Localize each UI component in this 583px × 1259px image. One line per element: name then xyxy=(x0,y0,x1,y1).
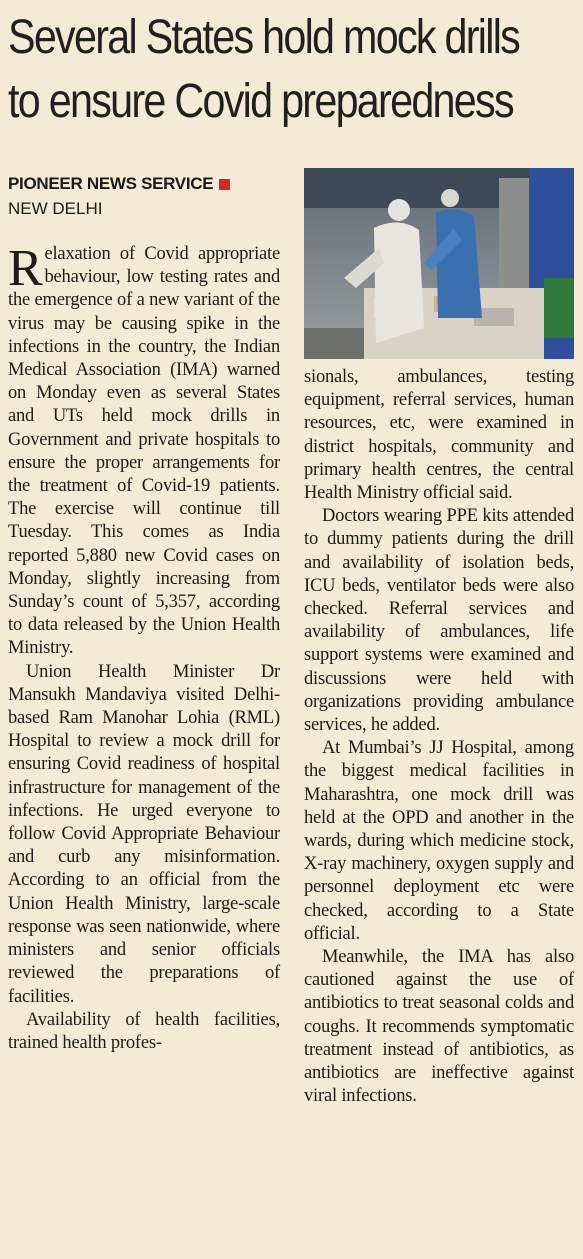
headline-line-2: to ensure Covid preparedness xyxy=(8,75,513,128)
article-paragraph: Doctors wearing PPE kits attended to dummy patients during the drill and availability of isolation beds, ICU beds, ventilator beds were also checked. Referral services and availability of ambulances, life support systems were examined and discussions were held with organizations providing ambulance services, he added. xyxy=(304,506,574,736)
article-column-right xyxy=(304,366,574,1109)
article-column-left xyxy=(8,240,280,1055)
article-paragraph: Availability of health facilities, trained health profes- xyxy=(8,1009,280,1053)
byline-text: PIONEER NEWS SERVICE xyxy=(8,174,214,193)
byline xyxy=(8,174,230,194)
paragraph-text: elaxation of Covid appropriate behaviour, low testing rates and the emergence of a new variant of the virus may be causing spike in the infections in the country, the Indian Medical Association (IMA) warned on Monday even as several States and UTs held mock drills in Government and private hospitals to ensure the proper arrangements for the treatment of Covid-19 patients. The exercise will continue till Tuesday. This comes as India reported 5,880 new Covid cases on Monday, slightly increasing from Sunday’s count of 5,357, according to data released by the Union Health Ministry. xyxy=(8,244,280,659)
article-paragraph: At Mumbai’s JJ Hospital, among the biggest medical facilities in Maharashtra, one mock drill was held at the OPD and another in the wards, during which medicine stock, X-ray machinery, oxygen supply and personnel deployment etc were checked, according to a State official. xyxy=(304,738,574,944)
drop-cap: R xyxy=(8,240,43,297)
hospital-drill-photo xyxy=(304,168,574,359)
headline-line-1: Several States hold mock drills xyxy=(8,11,520,64)
headline xyxy=(8,6,520,134)
dateline: NEW DELHI xyxy=(8,199,103,218)
article-paragraph: Union Health Minister Dr Mansukh Mandaviya visited Delhi-based Ram Manohar Lohia (RML) Hospital to review a mock drill for ensuring Covid readiness of hospital infrastructure for management of the infections. He urged everyone to follow Covid Appropriate Behaviour and curb any misinformation. According to an official from the Union Health Ministry, large-scale response was seen nationwide, where ministers and senior officials reviewed the preparations of facilities. xyxy=(8,661,280,1007)
red-square-marker xyxy=(219,179,230,190)
article-paragraph: sionals, ambulances, testing equipment, referral services, human resources, etc, were examined in district hospitals, community and primary health centres, the central Health Ministry official said. xyxy=(304,367,574,504)
photo-illustration xyxy=(304,168,574,359)
article-paragraph xyxy=(8,240,280,661)
article-paragraph: Meanwhile, the IMA has also cautioned against the use of antibiotics to treat seasonal colds and coughs. It recommends symptomatic treatment instead of antibiotics, as antibiotics are ineffective against viral infections. xyxy=(304,947,574,1107)
